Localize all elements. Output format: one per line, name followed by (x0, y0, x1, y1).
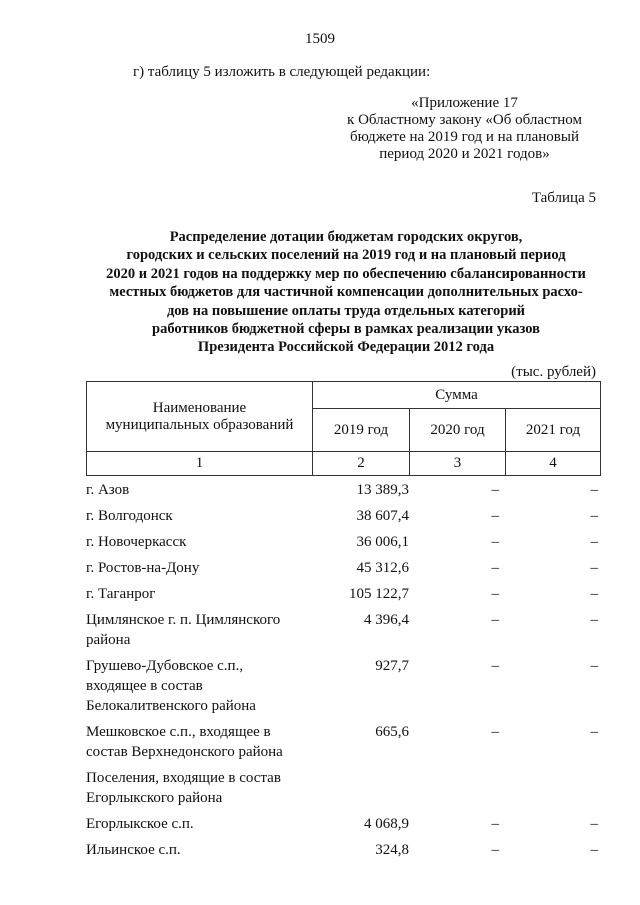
municipality-name-line: входящее в состав (86, 678, 203, 694)
header-sum-cell: Сумма (313, 382, 601, 409)
value-2020: – (491, 842, 499, 858)
value-2021: – (590, 816, 598, 832)
municipality-name-line: г. Азов (86, 482, 130, 498)
header-name-cell (87, 382, 313, 452)
value-2021: – (590, 724, 598, 740)
municipality-name (86, 556, 312, 578)
table-row (86, 654, 600, 716)
municipality-name (86, 504, 312, 526)
value-2019: 36 006,1 (356, 534, 409, 550)
appendix-line: «Приложение 17 (411, 95, 518, 111)
municipality-name (86, 720, 312, 762)
municipality-name-line: Цимлянское г. п. Цимлянского (86, 612, 281, 628)
municipality-name-line: Грушево-Дубовское с.п., (86, 658, 244, 674)
value-2021: – (590, 508, 598, 524)
table-row (86, 478, 600, 500)
table-label: Таблица 5 (531, 190, 596, 206)
table-row (86, 608, 600, 650)
municipality-name-line: г. Волгодонск (86, 508, 173, 524)
page-number: 1509 (305, 31, 335, 47)
municipality-name (86, 478, 312, 500)
appendix-block (333, 95, 596, 163)
municipality-name (86, 582, 312, 604)
value-2019: 13 389,3 (356, 482, 409, 498)
municipality-name (86, 766, 312, 808)
intro-text: г) таблицу 5 изложить в следующей редакции: (133, 64, 431, 80)
header-name-line: Наименование (152, 399, 247, 416)
title-line: городских и сельских поселений на 2019 год и на плановый период (126, 247, 566, 264)
value-2021 (505, 766, 600, 808)
header-name-line: муниципальных образований (105, 416, 294, 433)
value-2021: – (590, 560, 598, 576)
value-2020: – (491, 534, 499, 550)
value-2021: – (590, 586, 598, 602)
value-2019: 665,6 (375, 724, 409, 740)
value-2019: 4 396,4 (364, 612, 409, 628)
table-row (86, 812, 600, 834)
table-row (86, 720, 600, 762)
value-2019 (312, 766, 409, 808)
municipality-name-line: состав Верхнедонского района (86, 744, 283, 760)
table-row (86, 766, 600, 808)
column-number-cell: 3 (410, 452, 506, 476)
value-2021: – (590, 842, 598, 858)
column-number-cell: 4 (506, 452, 601, 476)
header-year-cell: 2020 год (410, 409, 506, 452)
value-2019: 38 607,4 (356, 508, 409, 524)
column-number-cell: 2 (313, 452, 410, 476)
column-number-cell: 1 (87, 452, 313, 476)
title-line: Распределение дотации бюджетам городских округов, (169, 229, 523, 245)
municipality-name-line: Поселения, входящие в состав (86, 770, 281, 786)
title-line: работников бюджетной сферы в рамках реализации указов (152, 321, 540, 338)
table-row (86, 556, 600, 578)
value-2021: – (590, 482, 598, 498)
value-2019: 105 122,7 (349, 586, 409, 602)
municipality-name-line: Мешковское с.п., входящее в (86, 724, 271, 740)
value-2019: 4 068,9 (364, 816, 409, 832)
value-2020: – (491, 560, 499, 576)
municipality-name-line: г. Новочеркасск (86, 534, 187, 550)
table-row (86, 504, 600, 526)
value-2021: – (590, 658, 598, 674)
title-line: дов на повышение оплаты труда отдельных категорий (166, 302, 526, 319)
value-2020: – (491, 508, 499, 524)
municipality-name (86, 608, 312, 650)
table-body (86, 478, 600, 864)
appendix-line: к Областному закону «Об областном (347, 112, 582, 128)
value-2020: – (491, 586, 499, 602)
appendix-line: бюджете на 2019 год и на плановый (349, 129, 579, 145)
municipality-name (86, 838, 312, 860)
title-line: 2020 и 2021 годов на поддержку мер по обеспечению сбалансированности (106, 265, 586, 282)
municipality-name-line: Белокалитвенского района (86, 698, 256, 714)
municipality-name-line: г. Таганрог (86, 586, 156, 602)
header-year-cell: 2019 год (313, 409, 410, 452)
appendix-line: период 2020 и 2021 годов» (379, 146, 550, 162)
table-row (86, 838, 600, 860)
value-2019: 45 312,6 (356, 560, 409, 576)
municipality-name-line: Егорлыкское с.п. (86, 816, 194, 832)
value-2020: – (491, 482, 499, 498)
table-row (86, 582, 600, 604)
value-2021: – (590, 612, 598, 628)
municipality-name (86, 812, 312, 834)
municipality-name-line: г. Ростов-на-Дону (86, 560, 200, 576)
value-2019: 324,8 (375, 842, 409, 858)
municipality-name-line: Ильинское с.п. (86, 842, 181, 858)
value-2020: – (491, 658, 499, 674)
document-title (80, 228, 612, 357)
value-2020: – (491, 612, 499, 628)
title-line: Президента Российской Федерации 2012 года (197, 339, 495, 356)
header-year-cell: 2021 год (506, 409, 601, 452)
municipality-name-line: Егорлыкского района (86, 790, 223, 806)
units-label: (тыс. рублей) (511, 364, 596, 380)
municipality-name-line: района (86, 632, 131, 648)
title-line: местных бюджетов для частичной компенсации дополнительных расхо- (109, 284, 583, 301)
value-2019: 927,7 (375, 658, 409, 674)
municipality-name (86, 654, 312, 716)
value-2020 (409, 766, 505, 808)
value-2020: – (491, 724, 499, 740)
table-header (86, 381, 601, 476)
value-2021: – (590, 534, 598, 550)
table-row (86, 530, 600, 552)
municipality-name (86, 530, 312, 552)
value-2020: – (491, 816, 499, 832)
